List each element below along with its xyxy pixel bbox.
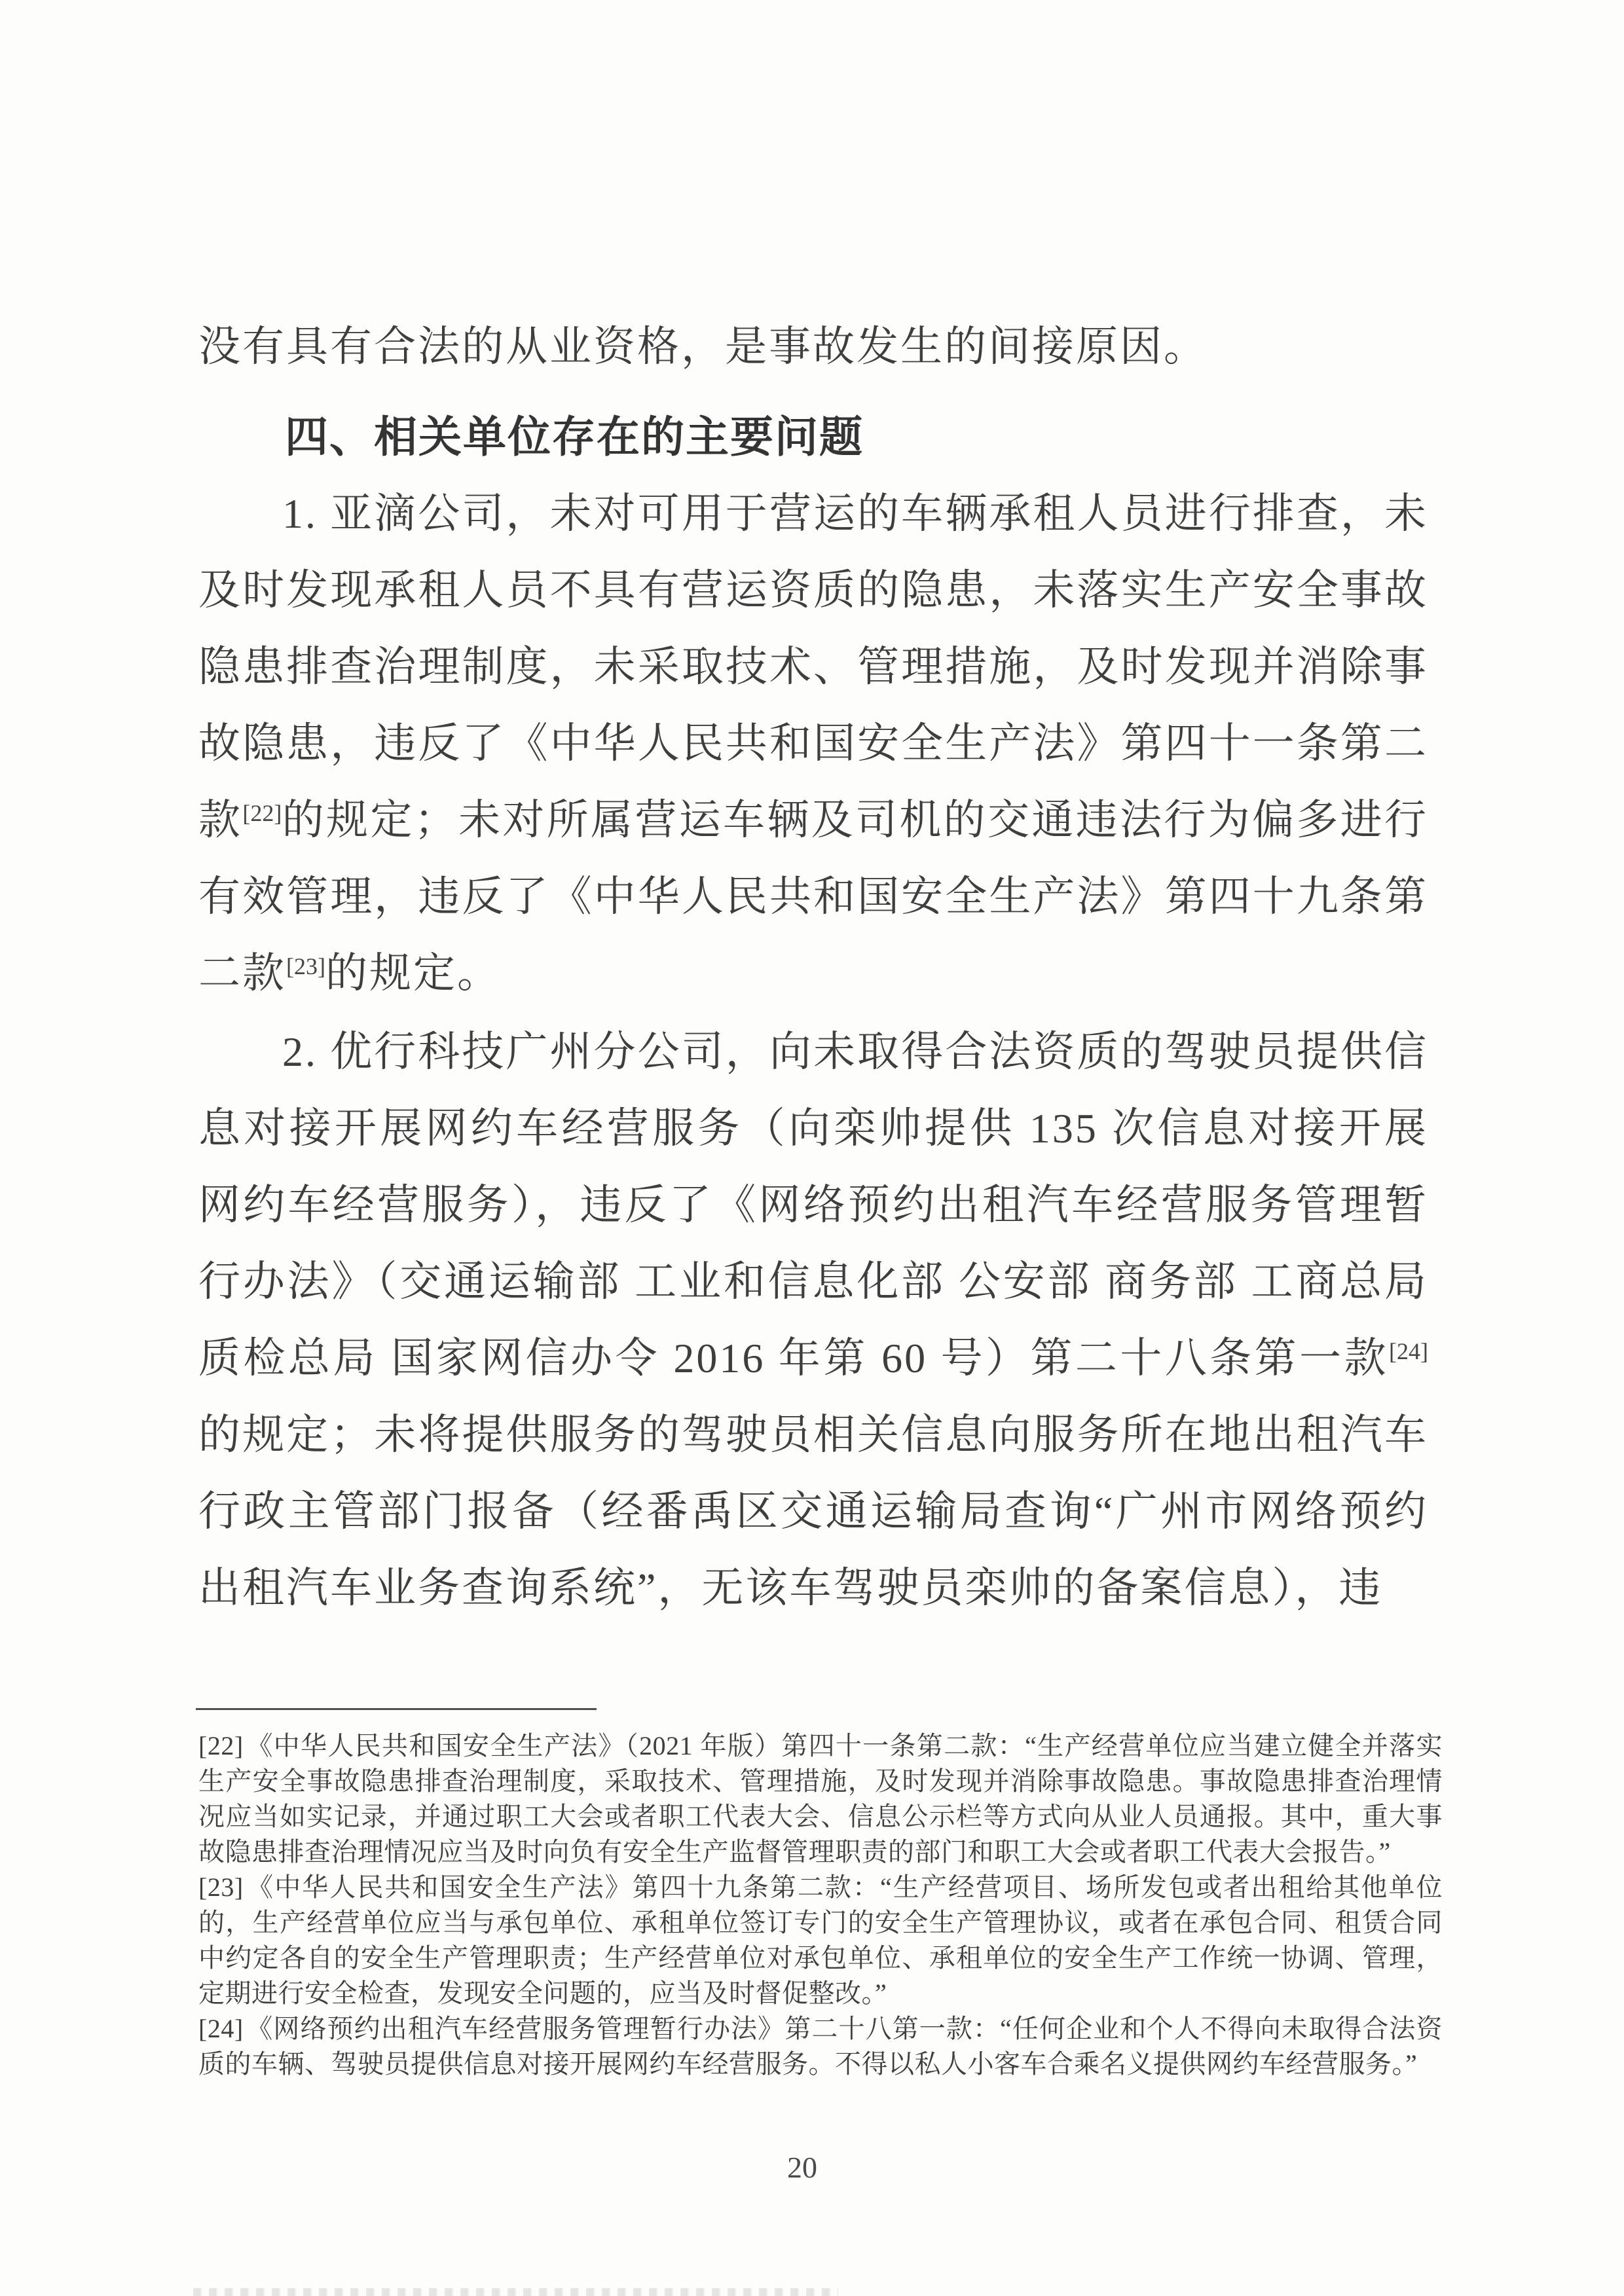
paragraph-1 <box>198 475 1428 1011</box>
footnote-23-marker: [23] <box>198 1872 244 1902</box>
footnote-24-marker: [24] <box>198 2014 244 2043</box>
footnote-ref-22: [22] <box>242 800 282 827</box>
footnote-23 <box>198 1870 1443 2011</box>
paragraph-2-text-b: 的规定；未将提供服务的驾驶员相关信息向服务所在地出租汽车行政主管部门报备（经番禹区交通运输局查询“广州市网络预约出租汽车业务查询系统”，无该车驾驶员栾帅的备案信息），违 <box>198 1412 1428 1611</box>
footnote-22-marker: [22] <box>198 1731 244 1760</box>
paragraph-continuation <box>198 308 1428 385</box>
paragraph-1-text-c: 的规定。 <box>325 950 501 996</box>
page-number: 20 <box>787 2151 817 2184</box>
footnote-23-text: 《中华人民共和国安全生产法》第四十九条第二款：“生产经营项目、场所发包或者出租给其他单位的，生产经营单位应当与承包单位、承租单位签订专门的安全生产管理协议，或者在承包合同、租赁合同中约定各自的安全生产管理职责；生产经营单位对承包单位、承租单位的安全生产工作统一协调、管理，定期进行安全检查，发现安全问题的，应当及时督促整改。” <box>198 1872 1443 2008</box>
footnote-separator <box>196 1708 597 1710</box>
footnotes-section <box>198 1728 1443 2082</box>
paragraph-2 <box>198 1013 1428 1626</box>
paragraph-2-text-a: 2. 优行科技广州分公司，向未取得合法资质的驾驶员提供信息对接开展网约车经营服务（向栾帅提供 135 次信息对接开展网约车经营服务），违反了《网络预约出租汽车经营服务管理暂行办法》（交通运输部 工业和信息化部 公安部 商务部 工商总局 质检总局 国家网信办令 2016 年第 60 号）第二十八条第一款 <box>198 1029 1428 1381</box>
paragraph-1-text-b: 的规定；未对所属营运车辆及司机的交通违法行为偏多进行有效管理，违反了《中华人民共和国安全生产法》第四十九条第二款 <box>198 797 1429 996</box>
section-heading: 四、相关单位存在的主要问题 <box>285 412 864 461</box>
paragraph-continuation-text: 没有具有合法的从业资格，是事故发生的间接原因。 <box>198 323 1208 370</box>
footnote-22-text: 《中华人民共和国安全生产法》（2021 年版）第四十一条第二款：“生产经营单位应当建立健全并落实生产安全事故隐患排查治理制度，采取技术、管理措施，及时发现并消除事故隐患。事故隐患排查治理情况应当如实记录，并通过职工大会或者职工代表大会、信息公示栏等方式向从业人员通报。其中，重大事故隐患排查治理情况应当及时向负有安全生产监督管理职责的部门和职工大会或者职工代表大会报告。” <box>198 1731 1443 1867</box>
footnote-22 <box>198 1728 1443 1870</box>
body-text <box>198 308 1428 1626</box>
paragraph-1-text-a: 1. 亚滴公司，未对可用于营运的车辆承租人员进行排查，未及时发现承租人员不具有营运资质的隐患，未落实生产安全事故隐患排查治理制度，未采取技术、管理措施，及时发现并消除事故隐患，违反了《中华人民共和国安全生产法》第四十一条第二款 <box>198 490 1428 843</box>
footnote-24 <box>198 2011 1443 2082</box>
footnote-ref-24: [24] <box>1389 1338 1428 1365</box>
scan-cutoff-artifact <box>193 2288 838 2296</box>
footnote-ref-23: [23] <box>286 953 325 980</box>
footnote-24-text: 《网络预约出租汽车经营服务管理暂行办法》第二十八第一款：“任何企业和个人不得向未取得合法资质的车辆、驾驶员提供信息对接开展网约车经营服务。不得以私人小客车合乘名义提供网约车经营服务。” <box>198 2014 1443 2079</box>
